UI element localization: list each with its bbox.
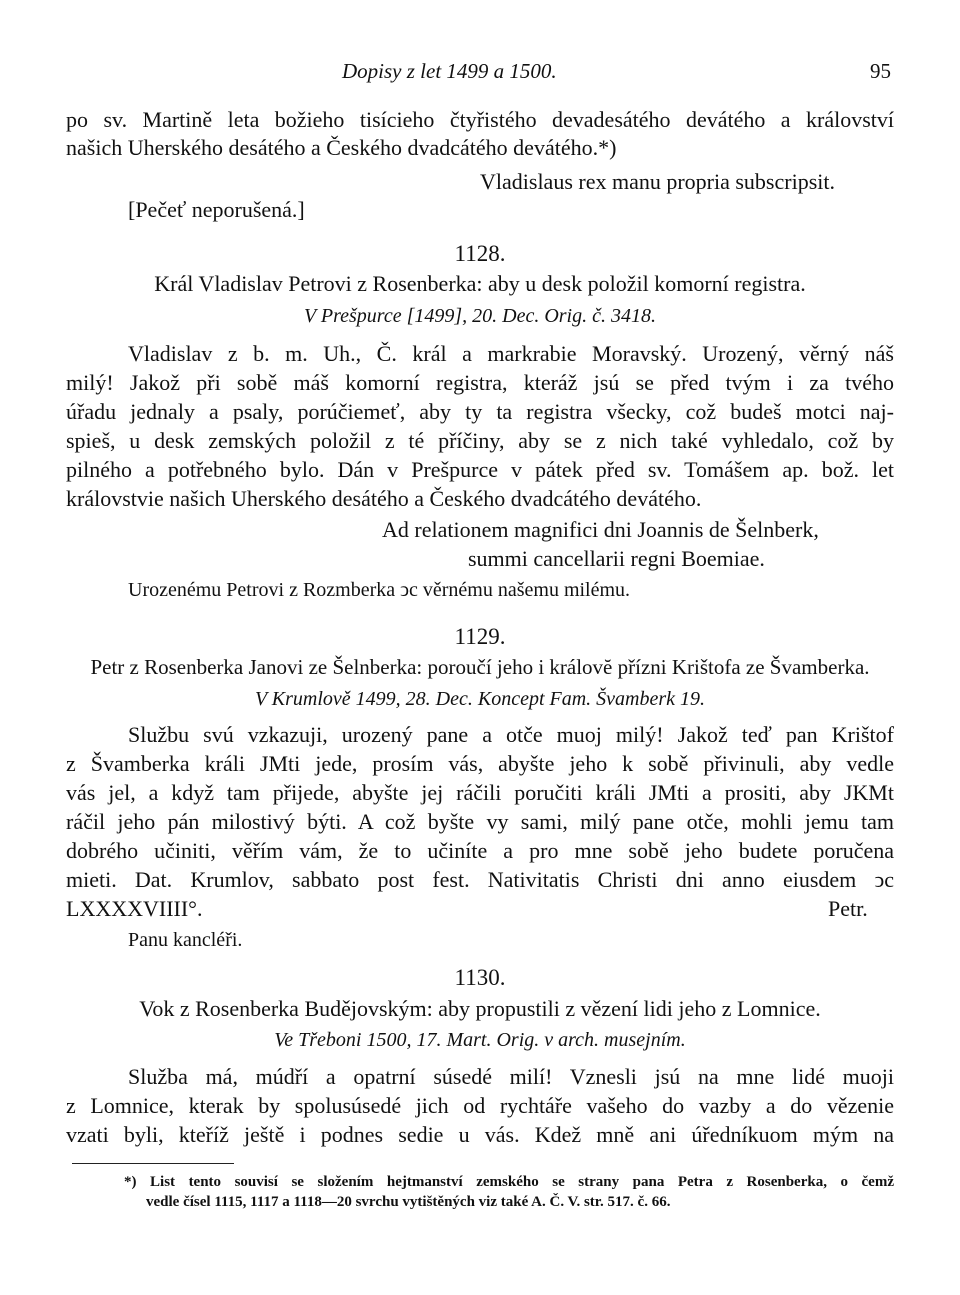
letter-address-1128: Urozenému Petrovi z Rozmberka ↄc věrnému našemu milému. (128, 579, 631, 601)
letter-source-1130: Ve Třeboni 1500, 17. Mart. Orig. v arch. musejním. (274, 1029, 686, 1051)
letter-summary-1130: Vok z Rosenberka Budějovským: aby propustili z vězení lidi jeho z Lomnice. (139, 996, 821, 1021)
letter-body-line: dobrého učiniti, věřím vám, že to učiníte a pro mne sobě jeho budete poručena (66, 838, 894, 863)
sender-signature: Petr. (828, 896, 868, 921)
letter-summary-1129: Petr z Rosenberka Janovi ze Šelnberka: poroučí jeho i královĕ přízni Krištofa ze Švamberka. (90, 655, 870, 679)
letter-body-line: milý! Jakož při sobě máš komorní registra, kteráž jsú se před tvým i za tvého (66, 370, 894, 395)
letter-address-1129: Panu kancléři. (128, 929, 243, 951)
letter-number-1128: 1128. (454, 241, 506, 266)
letter-body-line: královstvie našich Uherského desátého a Českého dvadcátého devátého. (66, 486, 702, 511)
letter-source-1129: V Krumlově 1499, 28. Dec. Koncept Fam. Švamberk 19. (254, 688, 706, 710)
running-title: Dopisy z let 1499 a 1500. (342, 59, 557, 83)
seal-note: [Pečeť neporušená.] (128, 197, 305, 222)
page-number: 95 (870, 59, 891, 83)
letter-summary-1128: Král Vladislav Petrovi z Rosenberka: aby u desk položil komorní registra. (154, 271, 806, 296)
letter-number-1130: 1130. (454, 965, 506, 990)
continuation-line-1: po sv. Martině leta božieho tisícieho čtyřistého devadesátého devátého a království (66, 107, 894, 132)
letter-body-line: ráčil jeho pán milostivý býti. A což byšte vy sami, milý pane otče, mohli jemu tam (66, 809, 894, 834)
letter-body-line: pilného a potřebného bylo. Dán v Prešpurce v pátek před sv. Tomášem ap. bož. let (66, 457, 894, 482)
letter-number-1129: 1129. (454, 624, 506, 649)
relation-line-2: summi cancellarii regni Boemiae. (468, 546, 765, 571)
letter-body-line: z Lomnice, kterak by spolusúsedé jich od rychtáře vašeho do vazby a do vězenie (66, 1093, 894, 1118)
footnote-rule (72, 1163, 234, 1164)
letter-source-1128: V Prešpurce [1499], 20. Dec. Orig. č. 3418. (304, 305, 656, 327)
letter-body-line: mieti. Dat. Krumlov, sabbato post fest. Nativitatis Christi dni anno eiusdem ↄc (66, 867, 894, 892)
footnote-line-1: *) List tento souvisí se složením hejtmanství zemského se strany pana Petra z Rosenberka, o čemž (124, 1174, 894, 1190)
closing-date: LXXXXVIIII°. (66, 896, 203, 921)
royal-signature: Vladislaus rex manu propria subscripsit. (480, 169, 835, 194)
letter-body-line: vás jel, a když tam přijede, abyšte jej ráčili poručiti králi JMti a prositi, aby JKMt (66, 780, 894, 805)
letter-body-line: spieš, u desk zemských položil z té příčiny, aby se z nich také vyhledalo, což by (66, 428, 894, 453)
letter-body-line: úřadu jednaly a psaly, porúčiemeť, aby ty ta registra všecky, což budeš motci naj- (66, 399, 894, 424)
footnote-line-2: vedle čísel 1115, 1117 a 1118—20 svrchu vytištěných viz také A. Č. V. str. 517. č. 66. (146, 1194, 671, 1210)
letter-body-line: Službu svú vzkazuji, urozený pane a otče muoj milý! Jakož teď pan Krištof (128, 722, 894, 747)
letter-body-line: vzati byli, kteříž ještě i podnes sedie u vás. Kdež mně ani úředníkuom mým na (66, 1122, 894, 1147)
relation-line-1: Ad relationem magnifici dni Joannis de Šelnberk, (382, 517, 819, 542)
letter-body-line: z Švamberka králi JMti jede, prosím vás, abyšte jeho k sobě přivinuli, aby vedle (66, 751, 894, 776)
continuation-line-2: našich Uherského desátého a Českého dvadcátého devátého.*) (66, 135, 617, 160)
letter-body-line: Vladislav z b. m. Uh., Č. král a markrabie Moravský. Urozený, věrný náš (128, 341, 894, 366)
letter-body-line: Služba má, múdří a opatrní súsedé milí! Vznesli jsú na mne lidé muoji (128, 1064, 894, 1089)
